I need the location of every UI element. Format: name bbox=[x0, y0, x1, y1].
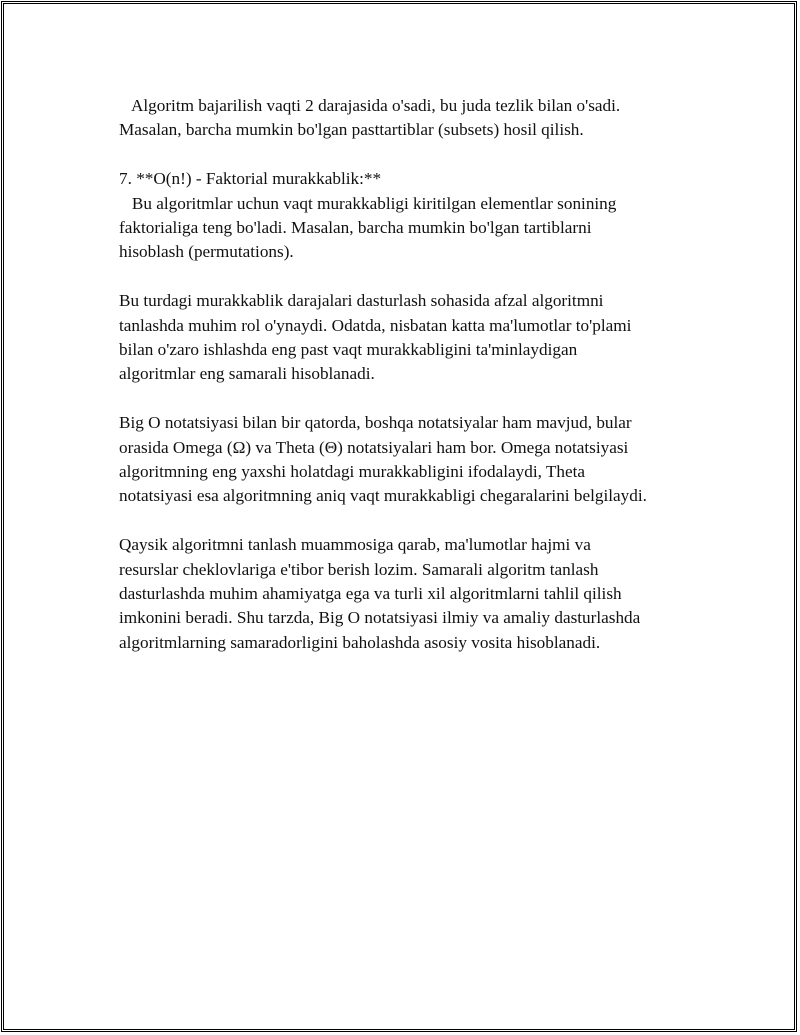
paragraph bbox=[119, 289, 719, 387]
text-line: Big O notatsiyasi bilan bir qatorda, boshqa notatsiyalar ham mavjud, bular bbox=[119, 413, 632, 433]
text-line: hisoblash (permutations). bbox=[119, 242, 294, 262]
text-line: Bu turdagi murakkablik darajalari dasturlash sohasida afzal algoritmni bbox=[119, 291, 604, 311]
text-line: orasida Omega (Ω) va Theta (Θ) notatsiyalari ham bor. Omega notatsiyasi bbox=[119, 437, 629, 457]
document-page bbox=[1, 1, 797, 1032]
text-line: Masalan, barcha mumkin bo'lgan pasttartiblar (subsets) hosil qilish. bbox=[119, 120, 584, 140]
section-heading: 7. **O(n!) - Faktorial murakkablik:** bbox=[119, 169, 382, 189]
text-line: Bu algoritmlar uchun vaqt murakkabligi kiritilgan elementlar sonining bbox=[119, 193, 617, 213]
paragraph bbox=[119, 94, 719, 143]
text-line: bilan o'zaro ishlashda eng past vaqt murakkabligini ta'minlaydigan bbox=[119, 340, 578, 360]
text-line: notatsiyasi esa algoritmning aniq vaqt murakkabligi chegaralarini belgilaydi. bbox=[119, 486, 647, 506]
text-line: algoritmning eng yaxshi holatdagi murakkabligini ifodalaydi, Theta bbox=[119, 462, 586, 482]
document-body bbox=[119, 94, 719, 655]
text-line: faktorialiga teng bo'ladi. Masalan, barcha mumkin bo'lgan tartiblarni bbox=[119, 218, 592, 238]
text-line: tanlashda muhim rol o'ynaydi. Odatda, nisbatan katta ma'lumotlar to'plami bbox=[119, 315, 632, 335]
paragraph bbox=[119, 411, 719, 509]
text-line: resurslar cheklovlariga e'tibor berish lozim. Samarali algoritm tanlash bbox=[119, 559, 599, 579]
paragraph-gap bbox=[119, 265, 719, 289]
paragraph-gap bbox=[119, 387, 719, 411]
text-line: Qaysik algoritmni tanlash muammosiga qarab, ma'lumotlar hajmi va bbox=[119, 535, 591, 555]
text-line: algoritmlarning samaradorligini baholashda asosiy vosita hisoblanadi. bbox=[119, 632, 601, 652]
paragraph-gap bbox=[119, 509, 719, 533]
paragraph-gap bbox=[119, 143, 719, 167]
text-line: algoritmlar eng samarali hisoblanadi. bbox=[119, 364, 375, 384]
paragraph bbox=[119, 533, 719, 655]
paragraph bbox=[119, 167, 719, 265]
text-line: dasturlashda muhim ahamiyatga ega va turli xil algoritmlarni tahlil qilish bbox=[119, 584, 622, 604]
text-line: imkonini beradi. Shu tarzda, Big O notatsiyasi ilmiy va amaliy dasturlashda bbox=[119, 608, 641, 628]
text-line: Algoritm bajarilish vaqti 2 darajasida o'sadi, bu juda tezlik bilan o'sadi. bbox=[119, 96, 621, 115]
